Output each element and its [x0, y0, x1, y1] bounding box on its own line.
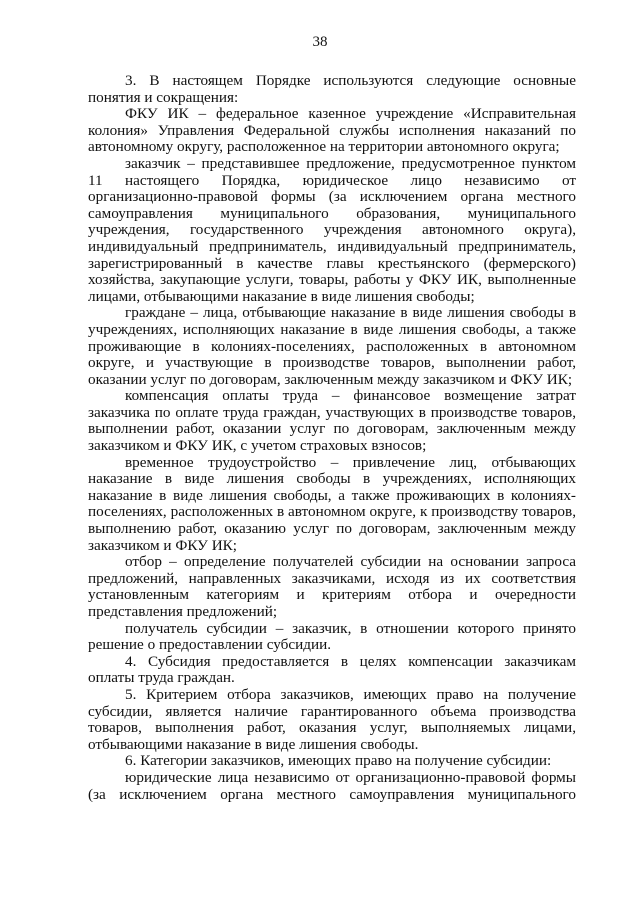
page-number: 38: [312, 34, 328, 50]
paragraph: заказчик – представившее предложение, предусмотренное пунктом 11 настоящего Порядка, юридическое лицо независимо от организационно-правовой формы (за исключением органа местного самоуправления муниципального образования, муниципального учреждения, государственного учреждения автономного округа), индивидуальный предприниматель, индивидуальный предприниматель, зарегистрированный в качестве главы крестьянского (фермерского) хозяйства, закупающие услуги, товары, работы у ФКУ ИК, выполненные лицами, отбывающими наказание в виде лишения свободы;: [88, 154, 576, 305]
paragraph: граждане – лица, отбывающие наказание в виде лишения свободы в учреждениях, исполняющих наказание в виде лишения свободы, а также проживающие в колониях-поселениях, расположенных в автономном округе, и участвующие в производстве товаров, выполнении работ, оказании услуг по договорам, заключенным между заказчиком и ФКУ ИК;: [88, 304, 576, 388]
paragraph: компенсация оплаты труда – финансовое возмещение затрат заказчика по оплате труда граждан, участвующих в производстве товаров, выполнении работ, оказании услуг по договорам, заключенным между заказчиком и ФКУ ИК, с учетом страховых взносов;: [88, 387, 576, 455]
paragraph: 5. Критерием отбора заказчиков, имеющих право на получение субсидии, является наличие гарантированного объема производства товаров, выполнения работ, оказания услуг, выполняемых лицами, отбывающими наказание в виде лишения свободы.: [88, 685, 576, 753]
paragraph: юридические лица независимо от организационно-правовой формы (за исключением органа местного самоуправления муниципального: [88, 768, 576, 803]
paragraph: 6. Категории заказчиков, имеющих право на получение субсидии:: [125, 752, 552, 770]
document-body: [88, 73, 576, 803]
paragraph: 3. В настоящем Порядке используются следующие основные понятия и сокращения:: [88, 72, 576, 106]
paragraph: отбор – определение получателей субсидии на основании запроса предложений, направленных заказчиками, исходя из их соответствия установленным категориям и критериям отбора и очередности представления предложений;: [88, 553, 576, 620]
paragraph: временное трудоустройство – привлечение лиц, отбывающих наказание в виде лишения свободы в учреждениях, исполняющих наказание в виде лишения свободы, а также проживающих в колониях-поселениях, расположенных в автономном округе, к производству товаров, выполнению работ, оказанию услуг по договорам, заключенным между заказчиком и ФКУ ИК;: [88, 453, 576, 554]
paragraph: 4. Субсидия предоставляется в целях компенсации заказчикам оплаты труда граждан.: [88, 652, 576, 687]
paragraph: ФКУ ИК – федеральное казенное учреждение «Исправительная колония» Управления Федеральной службы исполнения наказаний по автономному округу, расположенное на территории автономного округа;: [88, 105, 576, 156]
paragraph: получатель субсидии – заказчик, в отношении которого принято решение о предоставлении субсидии.: [88, 619, 576, 654]
